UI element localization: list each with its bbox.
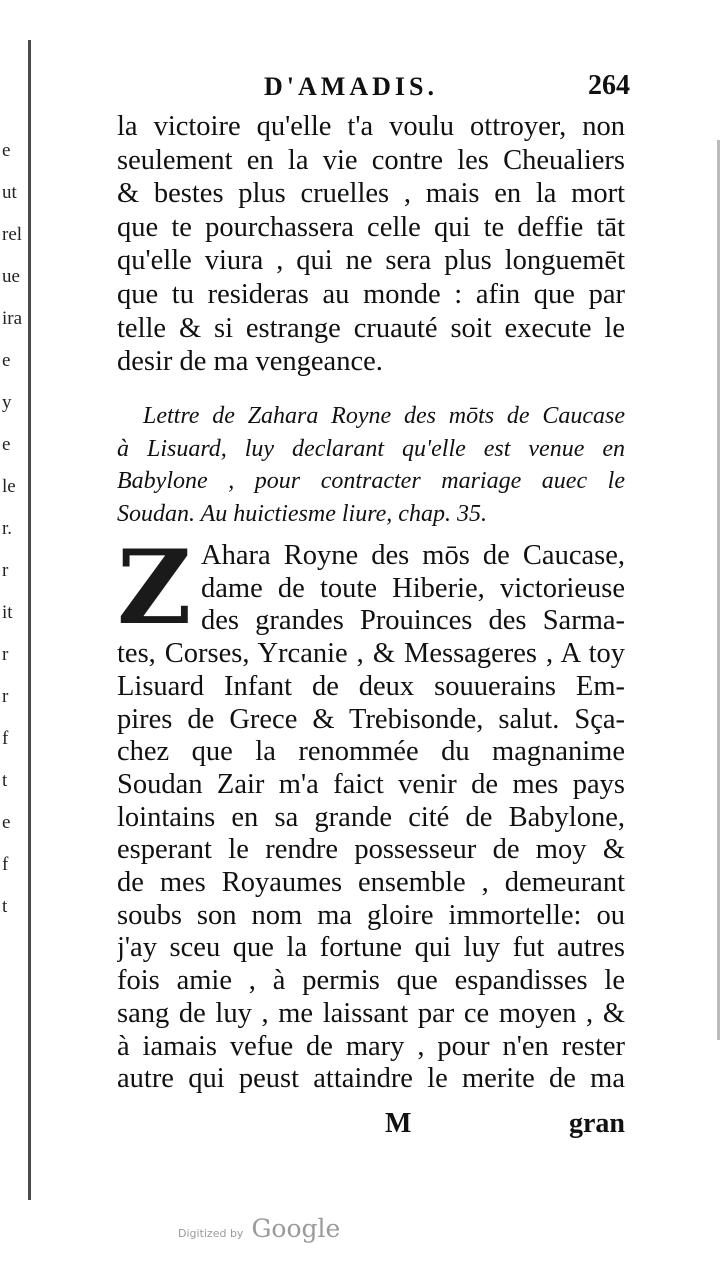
letter-line: lointains en sa grande cité de Babylone,: [117, 801, 625, 833]
digitization-watermark: [178, 1214, 340, 1243]
letter-line: soubs son nom ma gloire immortelle: ou: [117, 899, 625, 931]
gutter-mark: le: [2, 476, 16, 497]
body-line: que tu resideras au monde : afin que par: [117, 278, 625, 310]
letter-line: Lisuard Infant de deux souuerains Em-: [117, 670, 625, 702]
signature-mark: M: [385, 1108, 412, 1139]
page-number: 264: [588, 70, 630, 101]
heading-line: à Lisuard, luy declarant qu'elle est venue en: [117, 435, 625, 462]
catchword: gran: [569, 1108, 625, 1139]
body-text: [117, 110, 625, 379]
letter-body: [117, 528, 625, 1096]
letter-line: tes, Corses, Yrcanie , & Messageres , A toy: [117, 638, 625, 670]
gutter-mark: e: [2, 140, 11, 161]
gutter-mark: e: [2, 812, 11, 833]
letter-line: pires de Grece & Trebisonde, salut. Sça-: [117, 703, 625, 735]
gutter-mark: ut: [2, 182, 17, 203]
gutter-mark: e: [2, 350, 11, 371]
page-header: [250, 72, 630, 112]
letter-heading: [117, 400, 625, 530]
letter-line: dame de toute Hiberie, victorieuse: [201, 572, 625, 604]
gutter-mark: e: [2, 434, 11, 455]
body-line: la victoire qu'elle t'a voulu ottroyer, non: [117, 111, 625, 142]
page-footer: [117, 1108, 625, 1144]
body-line: telle & si estrange cruauté soit execute le: [117, 312, 625, 344]
heading-line: Lettre de Zahara Royne des mōts de Caucase: [143, 403, 625, 429]
letter-line: sang de luy , me laissant par ce moyen , &: [117, 997, 625, 1029]
binding-edge-rule: [28, 40, 31, 1200]
letter-line: esperant le rendre possesseur de moy &: [117, 834, 625, 866]
letter-line: fois amie , à permis que espandisses le: [117, 965, 625, 997]
gutter-mark: t: [2, 896, 8, 917]
gutter-mark: t: [2, 770, 8, 791]
letter-line: à iamais vefue de mary , pour n'en rester: [117, 1030, 625, 1062]
gutter-mark: f: [2, 854, 9, 875]
gutter-mark: r: [2, 560, 9, 581]
running-title: D'AMADIS.: [264, 72, 438, 101]
drop-cap: Z: [117, 528, 192, 648]
letter-line: de mes Royaumes ensemble , demeurant: [117, 867, 625, 899]
letter-line: des grandes Prouinces des Sarma-: [201, 605, 625, 637]
gutter-mark: r.: [2, 518, 13, 539]
body-line: seulement en la vie contre les Cheualiers: [117, 144, 625, 176]
gutter-mark: rel: [2, 224, 23, 245]
google-logo: Google: [251, 1214, 341, 1243]
letter-line: j'ay sceu que la fortune qui luy fut autres: [117, 932, 625, 964]
gutter-mark: f: [2, 728, 9, 749]
letter-line: Ahara Royne des mōs de Caucase,: [201, 540, 625, 571]
body-line: que te pourchassera celle qui te deffie tāt: [117, 211, 625, 243]
gutter-mark: ira: [2, 308, 23, 329]
gutter-fragments: [2, 130, 26, 928]
letter-line: autre qui peust attaindre le merite de ma: [117, 1063, 625, 1095]
gutter-mark: r: [2, 644, 9, 665]
gutter-mark: y: [2, 392, 12, 413]
gutter-mark: it: [2, 602, 13, 623]
body-line: qu'elle viura , qui ne sera plus longuemēt: [117, 245, 625, 277]
body-line: & bestes plus cruelles , mais en la mort: [117, 178, 625, 210]
gutter-mark: r: [2, 686, 9, 707]
letter-line: Soudan Zair m'a faict venir de mes pays: [117, 768, 625, 800]
body-line: desir de ma vengeance.: [117, 346, 383, 378]
right-page-edge: [717, 140, 720, 1040]
heading-line: Babylone , pour contracter mariage auec le: [117, 468, 625, 494]
letter-line: chez que la renommée du magnanime: [117, 736, 625, 768]
watermark-prefix: Digitized by: [178, 1227, 244, 1240]
gutter-mark: ue: [2, 266, 20, 287]
heading-line: Soudan. Au huictiesme liure, chap. 35.: [117, 500, 487, 527]
